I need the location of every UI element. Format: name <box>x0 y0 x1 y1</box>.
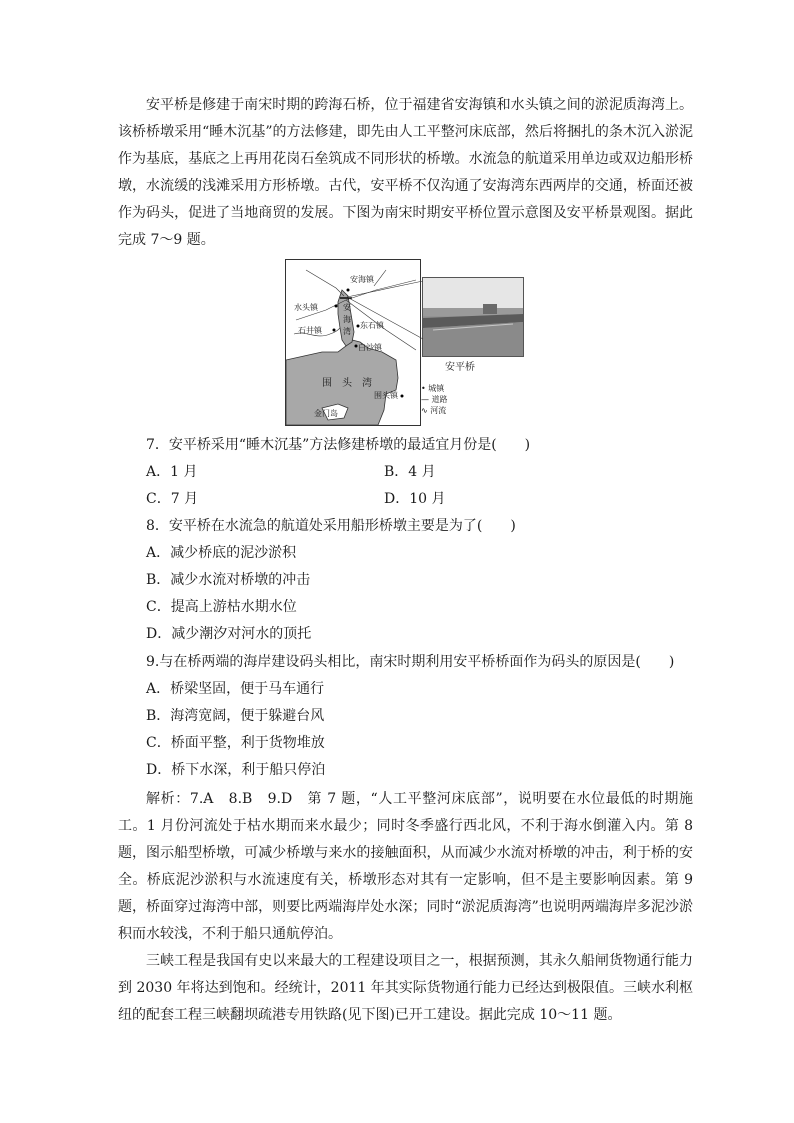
label-baisha-town: 白沙镇 <box>358 343 382 352</box>
question-8-option-b: B．减少水流对桥墩的冲击 <box>146 572 311 588</box>
passage-anping-bridge: 安平桥是修建于南宋时期的跨海石桥，位于福建省安海镇和水头镇之间的淤泥质海湾上。该桥桥墩采用“睡木沉基”的方法修建，即先由人工平整河床底部，然后将捆扎的条木沉入淤泥作为基底，基底之上再用花岗石垒筑成不同形状的桥墩。水流急的航道采用单边或双边船形桥墩，水流缓的浅滩采用方形桥墩。古代，安平桥不仅沟通了安海湾东西两岸的交通，桥面还被作为码头，促进了当地商贸的发展。下图为南宋时期安平桥位置示意图及安平桥景观图。据此完成 7～9 题。 <box>118 97 693 248</box>
passage-three-gorges: 三峡工程是我国有史以来最大的工程建设项目之一，根据预测，其永久船闸货物通行能力到 2030 年将达到饱和。经统计，2011 年其实际货物通行能力已经达到极限值。三峡水利枢纽的配套工程三峡翻坝疏港专用铁路(见下图)已开工建设。据此完成 10～11 题。 <box>118 953 693 1023</box>
analysis-paragraph: 解析：7.A 8.B 9.D 第 7 题，“人工平整河床底部”，说明要在水位最低的时期施工。1 月份河流处于枯水期而来水最少；同时冬季盛行西北风，不利于海水倒灌入内。第 8 题，图示船型桥墩，可减少桥墩与来水的接触面积，从而减少水流对桥墩的冲击，利于桥的安全。桥底泥沙淤积与水流速度有关，桥墩形态对其有一定影响，但不是主要影响因素。第 9 题，桥面穿过海湾中部，则要比两端海岸处水深；同时“淤泥质海湾”也说明两端海岸多泥沙淤积而水较浅，不利于船只通航停泊。 <box>118 791 693 942</box>
label-bay-hai: 海 <box>343 315 351 324</box>
question-7-option-b: B．4 月 <box>384 464 436 480</box>
label-weitou-town: 围头镇 <box>374 391 398 400</box>
question-9-option-b: B．海湾宽阔，便于躲避台风 <box>146 708 325 724</box>
label-shuitou-town: 水头镇 <box>294 303 318 312</box>
legend-river: ∿ 河流 <box>421 406 447 415</box>
question-7-option-c: C．7 月 <box>146 491 199 507</box>
label-weitou-bay: 围 头 湾 <box>322 378 372 389</box>
question-9-stem: 9.与在桥两端的海岸建设码头相比，南宋时期利用安平桥桥面作为码头的原因是( ) <box>146 654 675 670</box>
question-7-stem: 7．安平桥采用“睡木沉基”方法修建桥墩的最适宜月份是( ) <box>146 437 531 453</box>
label-dongshi-town: 东石镇 <box>360 321 384 330</box>
bridge-photo <box>422 277 524 357</box>
question-7-option-a: A．1 月 <box>146 464 198 480</box>
question-9-option-d: D．桥下水深，利于船只停泊 <box>146 762 326 778</box>
connector-line <box>345 279 425 359</box>
legend-town: • 城镇 <box>421 384 445 393</box>
label-shijing-town: 石井镇 <box>298 326 322 335</box>
label-bay-an: 安 <box>343 303 351 312</box>
map-legend <box>421 383 448 416</box>
question-9-option-c: C．桥面平整，利于货物堆放 <box>146 735 325 751</box>
question-8-stem: 8．安平桥在水流急的航道处采用船形桥墩主要是为了( ) <box>146 518 516 534</box>
question-8-option-c: C．提高上游枯水期水位 <box>146 599 297 615</box>
figure-anping-bridge <box>285 259 525 429</box>
label-bay-wan: 湾 <box>343 327 351 336</box>
label-anhai-town: 安海镇 <box>350 275 374 284</box>
question-9-option-a: A．桥梁坚固，便于马车通行 <box>146 681 325 697</box>
question-8-option-a: A．减少桥底的泥沙淤积 <box>146 545 297 561</box>
legend-road: — 道路 <box>421 395 448 404</box>
photo-caption: 安平桥 <box>445 362 475 373</box>
question-8-option-d: D．减少潮汐对河水的顶托 <box>146 626 312 642</box>
question-7-option-d: D．10 月 <box>384 491 446 507</box>
label-jinmen-island: 金门岛 <box>314 409 338 418</box>
